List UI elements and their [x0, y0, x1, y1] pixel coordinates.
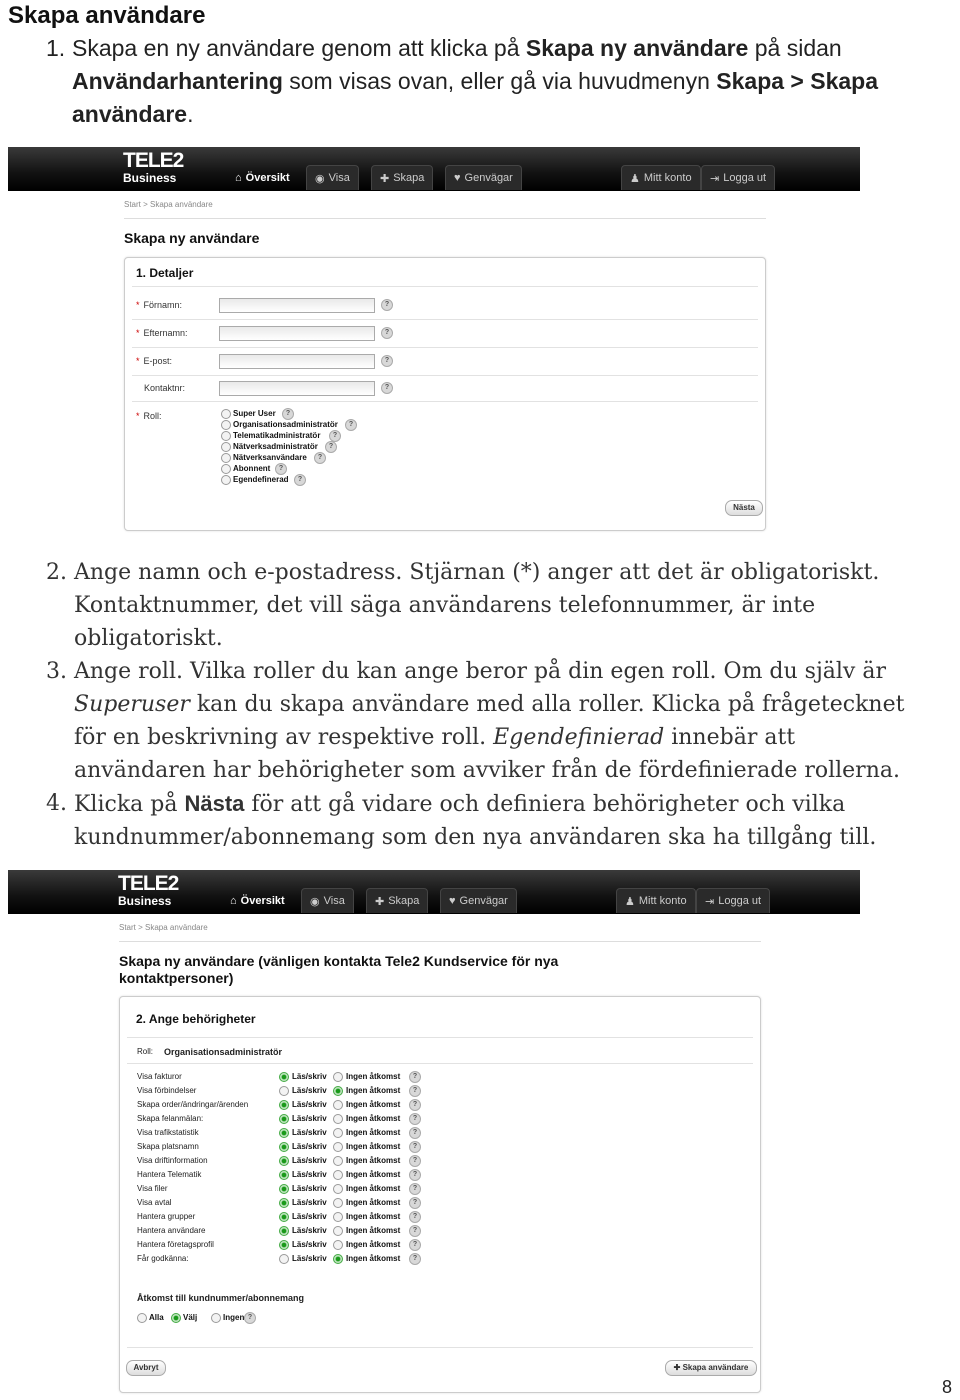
divider: [127, 1037, 753, 1038]
help-icon[interactable]: ?: [381, 299, 393, 311]
nav-mitt-konto[interactable]: [616, 888, 696, 913]
contact-label: [144, 383, 185, 393]
help-icon[interactable]: ?: [381, 355, 393, 367]
heart-icon: ♥: [449, 895, 456, 907]
step-text: på sidan: [748, 35, 842, 61]
nav-oversikt[interactable]: [221, 888, 294, 913]
field-label: Efternamn:: [143, 328, 188, 338]
permission-label: Skapa felanmälan:: [137, 1114, 204, 1123]
readwrite-radio[interactable]: [279, 1072, 289, 1082]
no-access-radio[interactable]: [333, 1184, 343, 1194]
help-icon[interactable]: ?: [409, 1253, 421, 1265]
step-text: Ange namn och e-postadress. Stjärnan (*) anger att det är obligatoriskt. Kontaktnummer, det vill säga användarens telefonnummer, är inte obligatoriskt.: [74, 560, 880, 651]
role-radio[interactable]: [221, 464, 231, 474]
screenshot-permissions: [8, 870, 860, 1395]
permission-label: Hantera Telematik: [137, 1170, 202, 1179]
step-italic: Superuser: [74, 692, 190, 717]
instruction-step-1: [46, 32, 936, 131]
role-option: Nätverksadministratör: [233, 442, 318, 451]
role-option: Nätverksanvändare: [233, 453, 307, 462]
logo-main: TELE2: [123, 149, 184, 172]
no-access-label: Ingen åtkomst: [346, 1156, 401, 1165]
help-icon[interactable]: ?: [244, 1312, 256, 1324]
no-access-radio[interactable]: [333, 1142, 343, 1152]
access-label: Ingen: [223, 1313, 245, 1322]
step-text: Klicka på: [74, 792, 185, 817]
plus-icon: ✚: [380, 172, 390, 185]
no-access-radio[interactable]: [333, 1114, 343, 1124]
help-icon[interactable]: ?: [381, 327, 393, 339]
divider: [132, 319, 758, 320]
permission-label: Hantera grupper: [137, 1212, 196, 1221]
field-label: Roll:: [143, 411, 162, 421]
readwrite-label: Läs/skriv: [292, 1086, 327, 1095]
help-icon[interactable]: ?: [409, 1239, 421, 1251]
details-panel: [124, 257, 766, 531]
nav-logga-ut[interactable]: [696, 888, 770, 913]
step-number: 1.: [46, 35, 66, 61]
no-access-label: Ingen åtkomst: [346, 1184, 401, 1193]
breadcrumb[interactable]: Start > Skapa användare: [119, 923, 208, 932]
nav-label: Mitt konto: [638, 895, 687, 907]
readwrite-label: Läs/skriv: [292, 1100, 327, 1109]
step-bold: Skapa > Skapa användare: [72, 68, 879, 127]
role-radio[interactable]: [221, 442, 231, 452]
no-access-label: Ingen åtkomst: [346, 1212, 401, 1221]
no-access-radio[interactable]: [333, 1240, 343, 1250]
readwrite-radio[interactable]: [279, 1128, 289, 1138]
step-text: .: [187, 101, 194, 127]
nav-mitt-konto[interactable]: [621, 165, 701, 190]
permission-label: Visa driftinformation: [137, 1156, 208, 1165]
help-icon[interactable]: ?: [409, 1085, 421, 1097]
step-text: Ange roll. Vilka roller du kan ange beror på din egen roll. Om du själv är: [74, 659, 886, 684]
field-label: Förnamn:: [143, 300, 183, 310]
nav-label: Genvägar: [459, 895, 508, 907]
step-italic: Egendefinierad: [493, 725, 665, 750]
nav-skapa[interactable]: [366, 888, 428, 913]
user-icon: ♟: [625, 895, 635, 908]
role-radio[interactable]: [221, 431, 231, 441]
readwrite-label: Läs/skriv: [292, 1156, 327, 1165]
nav-label: Översikt: [240, 895, 285, 907]
step-text: innebär att användaren har behörigheter som avviker från de fördefinierade rollerna.: [74, 725, 900, 783]
help-icon[interactable]: ?: [409, 1197, 421, 1209]
help-icon[interactable]: ?: [329, 430, 341, 442]
nav-label: Skapa: [393, 172, 425, 184]
permission-label: Visa trafikstatistik: [137, 1128, 199, 1137]
eye-icon: ◉: [315, 172, 325, 185]
permission-label: Hantera användare: [137, 1226, 206, 1235]
no-access-radio[interactable]: [333, 1212, 343, 1222]
logo-sub: Business: [118, 894, 172, 908]
readwrite-radio[interactable]: [279, 1254, 289, 1264]
readwrite-radio[interactable]: [279, 1198, 289, 1208]
access-radio[interactable]: [171, 1313, 181, 1323]
readwrite-radio[interactable]: [279, 1226, 289, 1236]
help-icon[interactable]: ?: [275, 463, 287, 475]
divider: [127, 1063, 753, 1064]
role-radio[interactable]: [221, 420, 231, 430]
no-access-label: Ingen åtkomst: [346, 1100, 401, 1109]
help-icon[interactable]: ?: [409, 1211, 421, 1223]
permission-label: Hantera företagsprofil: [137, 1240, 214, 1249]
tele2-logo: [118, 873, 178, 907]
readwrite-label: Läs/skriv: [292, 1128, 327, 1137]
required-marker: *: [136, 300, 140, 310]
step-bold: Nästa: [184, 791, 245, 816]
cancel-button[interactable]: Avbryt: [126, 1360, 166, 1376]
instruction-step-2: [46, 556, 926, 655]
screenshot-create-user-details: [8, 147, 860, 537]
nav-label: Logga ut: [718, 895, 762, 907]
instruction-step-4: [46, 787, 926, 854]
role-label: [136, 411, 162, 421]
help-icon[interactable]: ?: [409, 1113, 421, 1125]
readwrite-label: Läs/skriv: [292, 1226, 327, 1235]
readwrite-label: Läs/skriv: [292, 1114, 327, 1123]
readwrite-radio[interactable]: [279, 1240, 289, 1250]
no-access-radio[interactable]: [333, 1170, 343, 1180]
readwrite-label: Läs/skriv: [292, 1184, 327, 1193]
nav-visa[interactable]: [306, 165, 359, 190]
home-icon: ⌂: [230, 895, 237, 907]
help-icon[interactable]: ?: [345, 419, 357, 431]
readwrite-label: Läs/skriv: [292, 1254, 327, 1263]
next-button[interactable]: Nästa: [725, 500, 763, 516]
divider: [127, 1347, 753, 1348]
nav-label: Logga ut: [723, 172, 767, 184]
role-option: Egendefinerad: [233, 475, 289, 484]
readwrite-radio[interactable]: [279, 1212, 289, 1222]
no-access-label: Ingen åtkomst: [346, 1086, 401, 1095]
no-access-radio[interactable]: [333, 1156, 343, 1166]
no-access-radio[interactable]: [333, 1226, 343, 1236]
help-icon[interactable]: ?: [282, 408, 294, 420]
permission-label: Visa avtal: [137, 1198, 172, 1207]
readwrite-label: Läs/skriv: [292, 1142, 327, 1151]
eye-icon: ◉: [310, 895, 320, 908]
permissions-panel: [119, 996, 761, 1393]
field-label: Kontaktnr:: [144, 383, 186, 393]
nav-genvagar[interactable]: [440, 888, 517, 913]
readwrite-radio[interactable]: [279, 1184, 289, 1194]
help-icon[interactable]: ?: [409, 1169, 421, 1181]
no-access-label: Ingen åtkomst: [346, 1170, 401, 1179]
readwrite-radio[interactable]: [279, 1086, 289, 1096]
page-number: 8: [941, 1377, 952, 1397]
role-radio[interactable]: [221, 453, 231, 463]
step-bold: Skapa ny användare: [525, 35, 749, 61]
role-option: Organisationsadministratör: [233, 420, 338, 429]
step-number: 2.: [46, 560, 67, 585]
lastname-input[interactable]: [219, 326, 375, 341]
required-marker: *: [136, 356, 140, 366]
title-line: kontaktpersoner): [119, 970, 234, 986]
readwrite-label: Läs/skriv: [292, 1240, 327, 1249]
role-value: Organisationsadministratör: [164, 1047, 283, 1057]
breadcrumb[interactable]: Start > Skapa användare: [124, 200, 213, 209]
nav-label: Mitt konto: [643, 172, 692, 184]
required-marker: *: [136, 328, 140, 338]
role-label: Roll:: [137, 1047, 154, 1056]
button-label: Skapa användare: [682, 1363, 749, 1372]
logo-sub: Business: [123, 171, 177, 185]
no-access-label: Ingen åtkomst: [346, 1114, 401, 1123]
role-radio[interactable]: [221, 475, 231, 485]
role-option: Abonnent: [233, 464, 271, 473]
permission-label: Skapa platsnamn: [137, 1142, 199, 1151]
email-input[interactable]: [219, 354, 375, 369]
contact-input[interactable]: [219, 381, 375, 396]
firstname-label: [136, 300, 182, 310]
role-option: Super User: [233, 409, 276, 418]
plus-icon: ✚: [375, 895, 385, 908]
nav-genvagar[interactable]: [445, 165, 522, 190]
readwrite-label: Läs/skriv: [292, 1212, 327, 1221]
plus-icon: ✚: [673, 1363, 683, 1372]
form-title: Skapa ny användare: [124, 230, 260, 246]
readwrite-label: Läs/skriv: [292, 1072, 327, 1081]
logout-icon: ⇥: [705, 895, 715, 908]
nav-oversikt[interactable]: [226, 165, 299, 190]
instruction-step-3: [46, 655, 926, 787]
no-access-label: Ingen åtkomst: [346, 1240, 401, 1249]
help-icon[interactable]: ?: [409, 1225, 421, 1237]
step-text: som visas ovan, eller gå via huvudmenyn: [282, 68, 717, 94]
firstname-input[interactable]: [219, 298, 375, 313]
section-title: 1. Detaljer: [136, 266, 194, 280]
step-text: för att gå vidare och definiera behörigheter och vilka kundnummer/abonnemang som den nya användaren ska ha tillgång till.: [74, 792, 877, 850]
no-access-label: Ingen åtkomst: [346, 1072, 401, 1081]
no-access-radio[interactable]: [333, 1198, 343, 1208]
page-heading: Skapa användare: [8, 2, 206, 29]
create-user-button[interactable]: [665, 1360, 757, 1376]
nav-label: Visa: [328, 172, 350, 184]
help-icon[interactable]: ?: [294, 474, 306, 486]
nav-label: Visa: [323, 895, 345, 907]
step-bold: Användarhantering: [72, 68, 283, 94]
step-number: 4.: [46, 791, 67, 816]
readwrite-radio[interactable]: [279, 1142, 289, 1152]
nav-label: Översikt: [245, 172, 290, 184]
field-label: E-post:: [143, 356, 173, 366]
readwrite-label: Läs/skriv: [292, 1198, 327, 1207]
top-nav-bar: [8, 870, 860, 914]
help-icon[interactable]: ?: [381, 382, 393, 394]
access-radio[interactable]: [211, 1313, 221, 1323]
no-access-label: Ingen åtkomst: [346, 1226, 401, 1235]
nav-label: Skapa: [388, 895, 420, 907]
top-nav-bar: [8, 147, 860, 191]
help-icon[interactable]: ?: [409, 1183, 421, 1195]
divider: [124, 218, 766, 219]
access-label: Alla: [149, 1313, 164, 1322]
step-text: Skapa en ny användare genom att klicka på: [72, 35, 526, 61]
divider: [132, 347, 758, 348]
step-number: 3.: [46, 659, 67, 684]
nav-label: Genvägar: [464, 172, 513, 184]
form-title: [119, 953, 558, 987]
permission-label: Skapa order/ändringar/ärenden: [137, 1100, 249, 1109]
help-icon[interactable]: ?: [409, 1155, 421, 1167]
home-icon: ⌂: [235, 172, 242, 184]
readwrite-radio[interactable]: [279, 1114, 289, 1124]
readwrite-label: Läs/skriv: [292, 1170, 327, 1179]
help-icon[interactable]: ?: [409, 1127, 421, 1139]
nav-skapa[interactable]: [371, 165, 433, 190]
instruction-steps: [46, 556, 926, 854]
no-access-radio[interactable]: [333, 1128, 343, 1138]
logout-icon: ⇥: [710, 172, 720, 185]
no-access-radio[interactable]: [333, 1254, 343, 1264]
no-access-radio[interactable]: [333, 1086, 343, 1096]
role-option: Telematikadministratör: [233, 431, 321, 440]
required-marker: *: [136, 411, 140, 421]
heart-icon: ♥: [454, 172, 461, 184]
help-icon[interactable]: ?: [409, 1071, 421, 1083]
nav-logga-ut[interactable]: [701, 165, 775, 190]
divider: [119, 941, 761, 942]
readwrite-radio[interactable]: [279, 1100, 289, 1110]
lastname-label: [136, 328, 188, 338]
readwrite-radio[interactable]: [279, 1170, 289, 1180]
section-title: 2. Ange behörigheter: [136, 1012, 256, 1026]
role-radio[interactable]: [221, 409, 231, 419]
help-icon[interactable]: ?: [409, 1141, 421, 1153]
step-text: kan du skapa användare med alla roller. Klicka på frågetecknet för en beskrivning av respektive roll.: [74, 692, 905, 750]
no-access-radio[interactable]: [333, 1072, 343, 1082]
access-label: Välj: [183, 1313, 198, 1322]
logo-main: TELE2: [118, 872, 179, 895]
divider: [132, 401, 758, 402]
no-access-label: Ingen åtkomst: [346, 1254, 401, 1263]
no-access-label: Ingen åtkomst: [346, 1142, 401, 1151]
access-title: Åtkomst till kundnummer/abonnemang: [137, 1293, 305, 1303]
no-access-radio[interactable]: [333, 1100, 343, 1110]
user-icon: ♟: [630, 172, 640, 185]
help-icon[interactable]: ?: [325, 441, 337, 453]
no-access-label: Ingen åtkomst: [346, 1128, 401, 1137]
nav-visa[interactable]: [301, 888, 354, 913]
permission-label: Visa fakturor: [137, 1072, 182, 1081]
tele2-logo: [123, 150, 183, 184]
no-access-label: Ingen åtkomst: [346, 1198, 401, 1207]
permission-label: Får godkänna:: [137, 1254, 189, 1263]
email-label: [136, 356, 172, 366]
divider: [132, 375, 758, 376]
readwrite-radio[interactable]: [279, 1156, 289, 1166]
divider: [132, 286, 758, 287]
title-line: Skapa ny användare (vänligen kontakta Tele2 Kundservice för nya: [119, 953, 559, 969]
help-icon[interactable]: ?: [314, 452, 326, 464]
permission-label: Visa filer: [137, 1184, 168, 1193]
help-icon[interactable]: ?: [409, 1099, 421, 1111]
permission-label: Visa förbindelser: [137, 1086, 197, 1095]
access-radio[interactable]: [137, 1313, 147, 1323]
